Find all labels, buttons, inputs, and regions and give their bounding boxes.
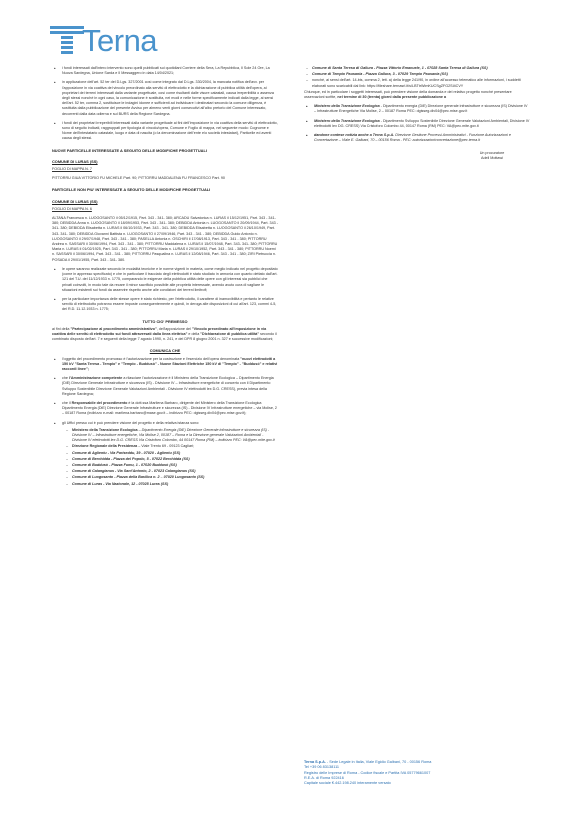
terna-logo-icon bbox=[50, 26, 84, 56]
list-item: – Comune di Buddusò - Piazza Fumu, 1 - 07020 Buddusò (SS) bbox=[72, 463, 278, 468]
right-column bbox=[304, 66, 530, 161]
section-title-new-parcels: NUOVE PARTICELLE INTERESSATE A SEGUITO DELLE MODIFICHE PROGETTUALI bbox=[52, 147, 207, 153]
footer-line: Terna S.p.A. - Sede Legale in Italia, Viale Egidio Galbani, 70 - 00156 Roma bbox=[304, 760, 432, 764]
footer-line: Capitale sociale €.442.198.240 interamente versato bbox=[304, 781, 391, 786]
list-item: • l'oggetto del procedimento promosso è l'autorizzazione per la costruzione e l'esercizio dell'opera denominata "nuovi elettrodotti a 150 kV "Santa Teresa - Tempio" e "Tempio - Buddusò" - Nuove Stazioni Elettriche 150 kV di "Tempio" - "Buddusò" e relativi raccordi linee"; bbox=[62, 357, 278, 373]
comunica-bullets bbox=[52, 357, 278, 487]
comune-heading: COMUNE DI LURAS (SS) bbox=[52, 158, 98, 164]
removed-parcels-text: ALTANA Francesca n. LUOGOSANTO il 05/12/1915, Part. 343 - 341- 380; ARCADU Salvatorica n. LURAS il 15/12/1951, Part. 343 - 341- 380; DEBIDDA Anna n. LUOGOSANTO il 18/09/1953, Part. 343 - 341- 380; DEBIDDA Antonia n. LUOGOSANTO il 20/09/1944, Part. 343 - 341- 380; DEBIDDA Elisabetta n. LURAS il 06/10/1933, Part. 343 - 341- 380; DEBIDDA Elisabetta n. LUOGOSANTO il 26/10/1949, Part. 343- 341- 380; DEBIDDA Giovanni Battista n. LUOGOSANTO il 27/09/1946, Part. 343 - 341 - 380; DEBIDDA Guido Antonio n. LUOGOSANTO il 29/07/1948, Part. 343 - 341 - 380; PASELLA Antonia n. OSCHIRI il 17/08/1913, Part. 343 - 341 - 380; PITTORRU Andrea n. SASSARI il 30/06/1994, Part. 343 - 341 - 380; PITTORRU Maddalena n. LURAS il 15/07/1948, Part. 343- 341- 380; PITTORRU Maria n. LURAS il 01/02/1925, Part. 343 - 341 - 380; PITTORRU Maria n. LURAS il 29/10/1952, Part. 343 - 341 - 380; PITTORRU Noemi n. SASSARI il 30/06/1994, Part. 343 - 341 - 380; PITTORRU Pasqualina n. LURAS il 12/08/1946, Part. 343 - 341 - 380; ZIRI Pietruccia n. POSADA il 29/01/1955, Part. 343 - 341- 380. bbox=[52, 216, 278, 262]
list-item: – Comune di Luogosanto - Piazza della Basilica n. 2 – 07020 Luogosanto (SS) bbox=[72, 475, 278, 480]
list-item: – Comune di Tempio Pausania - Piazza Gallura, 3 - 07029 Tempio Pausania (SS) bbox=[312, 72, 530, 77]
footer-line: Registro delle Imprese di Roma - Codice fiscale e Partita IVA 05779661007 bbox=[304, 770, 431, 775]
list-item: – Ministero della Transizione Ecologica – Dipartimento Energia (DiE) Direzione Generale infrastrutture e sicurezza (IS) - Divisione IV – Infrastrutture energetiche, Via Molise 2, 00187 – Roma e la Direzione generale Valutazioni Ambientali - Divisione IV elettrodotti lex D.G. CRESS Via Cristoforo Colombo, 44 00147 Roma (RM) – indirizzo PEC: VA@pec.mite.gov.it bbox=[72, 428, 278, 444]
list-item: – Comune di Aglientu - Via Pariseddu, 39 - 07020 - Aglientu (SS) bbox=[72, 451, 278, 456]
list-item: • le opere saranno realizzate secondo le modalità tecniche e le norme vigenti in materia, come meglio indicato nel progetto depositato (come in appresso specificato) e che in particolare il tracciato degli elettrodotti è stato studiato in armonia con quanto dettato dall'art. 121 del T.U. del 11/12/1933 n. 1775, comparando le esigenze della pubblica utilità delle opere con gli interessi sia pubblici che privati coinvolti, in modo tale da recare il minor sacrificio possibile alle proprietà interessate, avendo avuto cura di vagliare le situazioni esistenti sui fondi da asservire rispetto anche alle condizioni dei terreni limitrofi; bbox=[62, 267, 278, 293]
terna-logo-text: Terna bbox=[82, 23, 158, 58]
terna-logo bbox=[50, 23, 158, 58]
premesso-heading: TUTTO CIO' PREMESSO bbox=[142, 318, 188, 324]
left-column bbox=[52, 66, 278, 492]
foglio-heading: FOGLIO DI MAPPA N. 6 bbox=[52, 206, 92, 211]
works-bullets bbox=[52, 267, 278, 313]
offices-list bbox=[62, 428, 278, 487]
list-item: – Comune di Berchidda - Piazza del Popolo, 5 - 07022 Berchidda (SS) bbox=[72, 457, 278, 462]
list-item: • Ministero della Transizione Ecologica - Dipartimento energia (DiE) Direzione generale infrastrutture e sicurezza (IS) Divisione IV – Infrastrutture Energetiche Via Molise, 2 – 00187 Roma PEC: dgisseg.div04@pec.mise.gov.it bbox=[314, 104, 530, 114]
list-item: • dandone contese notizia anche a Terna S.p.A. Direzione Gestione Processi Amministrativi - Funzione Autorizzazioni e Concertazione – Viale E. Galbani, 70 – 00156 Roma - PEC: autorizzazioniconcertazione@pec.terna.it bbox=[314, 133, 530, 143]
foglio-heading: FOGLIO DI MAPPA N. 7 bbox=[52, 167, 92, 172]
list-item: • che il Responsabile del procedimento è la dott.ssa Marilena Barbaro, dirigente del Ministero della Transizione Ecologica Dipartimento Energia (DiE) Direzione Generale Infrastrutture e sicurezza (IS) - Divisione IV Infrastrutture energetiche – via Molise, 2 – 00187 Roma (indirizzo e-mail: marilena.barbaro@mase.gov.it – indirizzo PEC: dgisseg.div04@pec.mise.gov.it); bbox=[62, 401, 278, 417]
section-title-removed-parcels: PARTICELLE NON PIU' INTERESSATE A SEGUITO DELLE MODIFICHE PROGETTUALI bbox=[52, 187, 211, 193]
list-item: • per la particolare importanza delle stesse opere è stato richiesto, per l'elettrodotto, il carattere di inamovibilità e pertanto le relative servitù di elettrodotto potranno essere imposte conseguentemente e quindi, in deroga alle disposizioni di cui all'art. 123, commi 4-5, del R.D. 11.12.1933 n. 1775; bbox=[62, 297, 278, 313]
list-item: – Direzione Regionale della Presidenza – Viale Trento 69 - 09123 Cagliari; bbox=[72, 444, 278, 449]
list-item: – Comune di Calangianus - Via Sant'Antonio, 2 - 07023 Calangianus (SS) bbox=[72, 469, 278, 474]
list-item: • che l'Amministrazione competente a rilasciare l'autorizzazione è il Ministero della Transizione Ecologica – Dipartimento Energia (DiE) Direzione Generale Infrastrutture e sicurezza (IS) - Divisione IV – Infrastrutture energetiche di concerto con il Dipartimento Sviluppo Sostenibile Direzione Generale Valutazioni Ambientali - Divisione IV elettrodotti lex D.G. CRESS), previa intesa della Regione Sardegna; bbox=[62, 376, 278, 397]
list-item: – Comune di Luras - Via Nazionale, 12 - 07025 Luras (SS) bbox=[72, 482, 278, 487]
list-item: • i fondi dei proprietari irreperibili interessati dalla variante progettuale ai fini dell'imposizione in via coattiva della servitù di elettrodotto, sono di seguito indicati, raggruppati per tipologia di vincolo/opera, Comune e Foglio di mappa, nel seguente modo: Cognome e Nome dell'intestatario catastale, luogo e data di nascita (o la denominazione dell'ente e/o società intestatari), Particelle ed aventi causa degli stessi. bbox=[62, 121, 278, 142]
comunica-heading: COMUNICA CHE bbox=[149, 348, 181, 354]
fini-paragraph: ai fini della "Partecipazione al procedimento amministrativo", dell'apposizione del "Vincolo preordinato all'imposizione in via coattiva delle servitù di elettrodotto sui fondi attraversati dalla linea elettrica" e della "Dichiarazione di pubblica utilità" secondo il combinato disposto dell'art. 7 e seguenti della legge 7 agosto 1990, n. 241, e del DPR 8 giugno 2001 n. 327 e successive modificazioni; bbox=[52, 326, 277, 342]
list-item: • gli Uffici presso cui è può prendere visione del progetto e della relativa istanza sono: – Ministero della Transizione Ecologica – Dipartimento Energia (DiE) Direzione Generale infrastrutture e sicurezza (IS) - Divisione IV – Infrastrutture energetiche, Via Molise 2, 00187 – Roma e la Direzione generale Valutazioni Ambientali - Divisione IV elettrodotti lex D.G. CRESS Via Cristoforo Colombo, 44 00147 Roma (RM) – indirizzo PEC: VA@pec.mite.gov.it – Direzione Regionale della Presidenza – Viale Trento 69 - 09123 Cagliari; – Comune di Aglientu - Via Pariseddu, 39 - 07020 - Aglientu (SS) – Comune di Berchidda - Piazza del Popolo, 5 - 07022 Berchidda (SS) – Comune di Buddusò - Piazza Fumu, 1 - 07020 Buddusò (SS) – Comune di Calangianus - Via Sant'Antonio, 2 - 07023 Calangianus (SS) – Comune di Luogosanto - Piazza della Basilica n. 2 – 07020 Luogosanto (SS) – Comune di Luras - Via Nazionale, 12 - 07025 Luras (SS) bbox=[62, 421, 278, 487]
intro-bullets bbox=[52, 66, 278, 142]
download-note: – nonché, ai sensi dell'art. 14-bis, comma 2, lett. a) della legge 241/90, in ordine all'accesso telematico alle informazioni, i suddetti elaborati sono scaricabili dal link: https://fileshare.ternasrl.it/s/LBTtrWimKUCSgZFG2SI4CVY bbox=[312, 78, 530, 88]
list-item: • Ministero della Transizione Ecologica - Dipartimento Sviluppo Sostenibile Direzione Generale Valutazioni Ambientali, Divisione IV elettrodotti lex DG. CRESS) Via Cristoforo Colombo 44, 00147 Roma (RM) PEC: VA@pec.mite.gov.it bbox=[314, 119, 530, 129]
signature-name: Adell Mottawi bbox=[481, 156, 503, 161]
comune-heading: COMUNE DI LURAS (SS) bbox=[52, 198, 98, 204]
list-item: • in applicazione dell'art. 52 ter del D.Lgs. 327/2001 così come integrato dal D.Lgs. 330/2004, la mancata notifica dell'avv. per l'apposizione in via coattiva del vincolo preordinato alla servitù di elettrodotto e la dichiarazione di pubblica utilità dell'opera, ai proprietari dei terreni interessati dalla variante progettuale, così come risultanti dalle visure catastali, causa irreperibilità o assenza degli stessi nonché in ogni caso, la comunicazione è sostituita, nei modi e nelle forme specificamente indicati dalla legge, ai sensi dell'art. 52 ter, comma 2, sostituisce le indagini idonee e sufficienti ad individuare i destinatari secondo la comune diligenza, è sostituita dalla pubblicazione del presente Avviso per almeno venti giorni consecutivi all'albo pretorio del Comune interessato, decorrenti dalla data odierna e sul BURS della Regione Sardegna. bbox=[62, 80, 278, 116]
company-footer bbox=[304, 760, 530, 786]
footer-line: R.E.A. di Roma 922416 bbox=[304, 775, 344, 780]
signature-role: Un procuratore bbox=[479, 151, 505, 156]
chiunque-paragraph: Chiunque, ed in particolare i soggetti interessati, può prendere visione della domanda e del relativo progetto nonché presentare osservazioni scritte, nel termine di 30 (trenta) giorni dalla presente pubblicazione a bbox=[304, 89, 512, 100]
list-item: – Comune di Santa Teresa di Gallura - Piazza Vittorio Emanuele, 1 - 07028 Santa Teresa di Gallura (SS) bbox=[312, 66, 530, 71]
footer-line: Tel +39 06 83138111 bbox=[304, 765, 340, 770]
new-parcels-text: PITTORRU GIUA VITTORIO FU MICHELE Part. 90; PITTORRU MADDALENA FU FRANCESCO Part. 90 bbox=[52, 176, 225, 181]
recipients-list bbox=[304, 104, 530, 143]
signature-block bbox=[304, 151, 530, 161]
list-item: • i fondi interessati dall'intero intervento sono quelli pubblicati sui quotidiani Corriere della Sera, La Repubblica, Il Sole 24 Ore, La Nuova Sardegna, Unione Sarda e Il Messaggero in data 14/04/2021; bbox=[62, 66, 278, 76]
